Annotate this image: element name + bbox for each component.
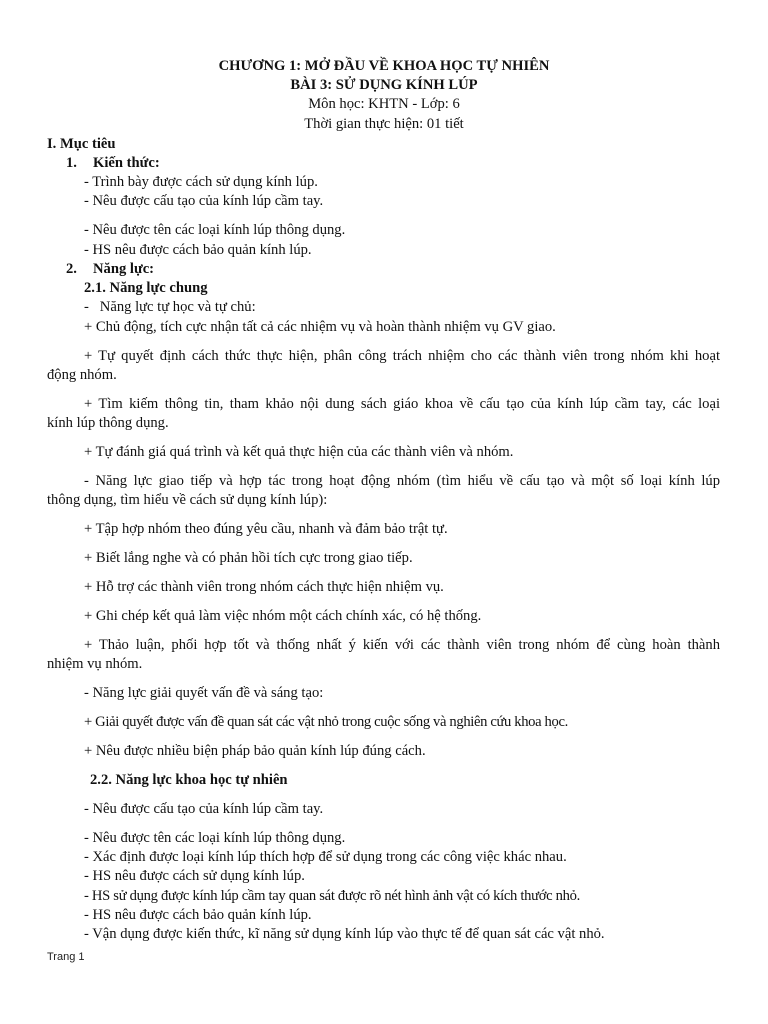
list-item: + Nêu được nhiều biện pháp bảo quản kính lúp đúng cách. [84,743,426,759]
list-item-continuation: kính lúp thông dụng. [47,415,169,431]
list-item: + Tự đánh giá quá trình và kết quả thực hiện của các thành viên và nhóm. [84,444,514,460]
list-item: + Chủ động, tích cực nhận tất cả các nhiệm vụ và hoàn thành nhiệm vụ GV giao. [84,319,556,335]
list-item: + Thảo luận, phối hợp tốt và thống nhất ý kiến với các thành viên trong nhóm để cùng hoàn thành [84,637,720,653]
knowledge-heading: Kiến thức: [93,155,160,171]
list-item: - Nêu được tên các loại kính lúp thông dụng. [84,830,346,846]
list-item: - Vận dụng được kiến thức, kĩ năng sử dụng kính lúp vào thực tế để quan sát các vật nhỏ. [84,926,605,942]
list-item: + Giải quyết được vấn đề quan sát các vật nhỏ trong cuộc sống và nghiên cứu khoa học. [84,714,568,730]
competence-number: 2. [66,261,77,277]
list-item: + Tìm kiếm thông tin, tham khảo nội dung sách giáo khoa về cấu tạo của kính lúp cầm tay, các loại [84,396,720,412]
self-study-line: - Năng lực tự học và tự chủ: [84,299,256,315]
list-item: - HS nêu được cách bảo quản kính lúp. [84,242,312,258]
list-item: + Tập hợp nhóm theo đúng yêu cầu, nhanh và đảm bảo trật tự. [84,521,448,537]
knowledge-number: 1. [66,155,77,171]
list-item: - Trình bày được cách sử dụng kính lúp. [84,174,318,190]
list-item: + Tự quyết định cách thức thực hiện, phân công trách nhiệm cho các thành viên trong nhóm khi hoạt [84,348,720,364]
problem-solving-line: - Năng lực giải quyết vấn đề và sáng tạo: [84,685,324,701]
communication-line: - Năng lực giao tiếp và hợp tác trong hoạt động nhóm (tìm hiểu về cấu tạo và một số loại kính lúp [84,473,720,489]
section-title: I. Mục tiêu [47,136,116,152]
competence-heading: Năng lực: [93,261,155,277]
list-item: + Hỗ trợ các thành viên trong nhóm cách thực hiện nhiệm vụ. [84,579,444,595]
list-item: - HS nêu được cách bảo quản kính lúp. [84,907,312,923]
list-item: - Nêu được tên các loại kính lúp thông dụng. [84,222,346,238]
list-item-continuation: động nhóm. [47,367,117,383]
list-item: - Nêu được cấu tạo của kính lúp cầm tay. [84,193,324,209]
page-number: Trang 1 [47,951,85,963]
list-item: - Xác định được loại kính lúp thích hợp để sử dụng trong các công việc khác nhau. [84,849,567,865]
lesson-title: BÀI 3: SỬ DỤNG KÍNH LÚP [290,77,478,93]
subject-line: Môn học: KHTN - Lớp: 6 [308,96,460,112]
list-item: + Biết lắng nghe và có phản hồi tích cực trong giao tiếp. [84,550,413,566]
list-item: - HS nêu được cách sử dụng kính lúp. [84,868,305,884]
science-competence-heading: 2.2. Năng lực khoa học tự nhiên [90,772,288,788]
list-item-continuation: nhiệm vụ nhóm. [47,656,143,672]
list-item: - HS sử dụng được kính lúp cầm tay quan sát được rõ nét hình ảnh vật có kích thước nhỏ. [84,888,580,904]
list-item: + Ghi chép kết quả làm việc nhóm một cách chính xác, có hệ thống. [84,608,482,624]
duration-line: Thời gian thực hiện: 01 tiết [304,116,464,132]
chapter-title: CHƯƠNG 1: MỞ ĐẦU VỀ KHOA HỌC TỰ NHIÊN [218,58,550,74]
list-item: - Nêu được cấu tạo của kính lúp cầm tay. [84,801,324,817]
general-competence-heading: 2.1. Năng lực chung [84,280,208,296]
communication-continuation: thông dụng, tìm hiểu về cách sử dụng kính lúp): [47,492,328,508]
